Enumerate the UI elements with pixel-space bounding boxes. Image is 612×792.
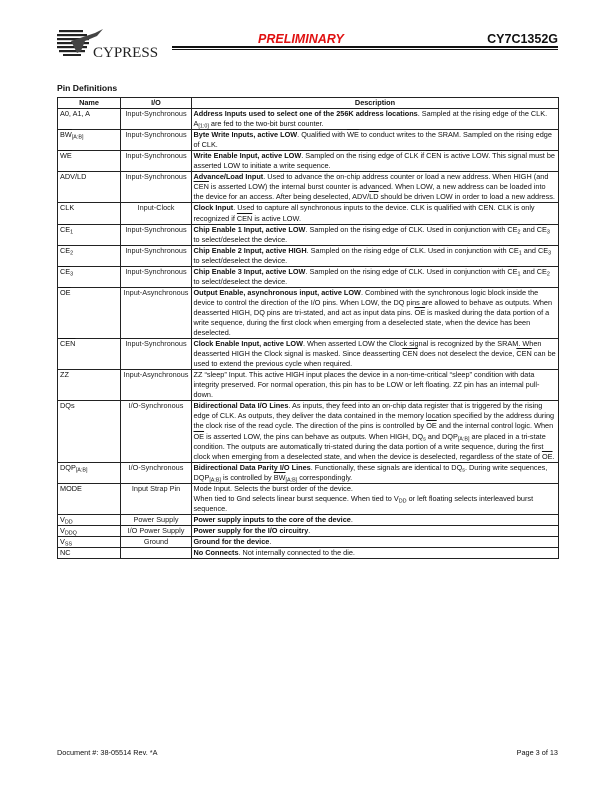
pin-io-type: Input-Synchronous [121,224,192,245]
text-segment: 3 [546,229,550,236]
pin-description [192,548,559,559]
text-segment: Clock Enable Input, active LOW [193,339,303,349]
text-segment: . When asserted LOW the Clock signal is recognized by the SRAM. When deasserted HIGH the Clock signal is masked. Since deasserting [193,339,542,359]
text-segment: $\overline{LD}$ [77,172,87,182]
text-segment: $\overline{CEN}$ [193,182,209,192]
text-segment: Power supply inputs to the core of the device [193,514,351,524]
text-segment: 3 [548,250,552,257]
text-segment: is asserted LOW) the internal burst counter is advanced. When LOW, a new address can be loaded into the device for an access. After being deselected, ADV/ [193,182,546,202]
text-segment: [A:B] [71,134,84,141]
pin-description [192,370,559,401]
text-segment: $\overline{OE}$ [193,431,205,441]
text-segment: s [462,467,465,474]
text-segment: can be used to extend the previous cycle when required. [193,349,556,369]
preliminary-label: PRELIMINARY [258,32,344,46]
pin-name [58,483,121,514]
text-segment: V [60,514,65,524]
text-segment: DD [64,519,73,526]
text-segment: DD [398,498,407,505]
pin-io-type: Input-Synchronous [121,151,192,172]
pin-description [192,525,559,536]
pin-io-type: Ground [121,536,192,547]
text-segment: $\overline{CE}$ [536,224,547,234]
text-segment: to select/deselect the device. [193,255,288,265]
text-segment: Address Inputs used to select one of the 256K address locations [193,109,418,119]
text-segment: Power supply for the I/O circuitry [193,525,309,535]
text-segment: . [308,525,311,535]
table-row [58,266,559,287]
text-segment: 1 [517,271,521,278]
text-segment: 3 [70,271,74,278]
table-row [58,203,559,224]
pin-io-type: Input-Synchronous [121,130,192,151]
pin-name [58,462,121,483]
text-segment: Ground for the device [193,536,270,546]
table-row [58,401,559,462]
table-row [58,370,559,401]
pin-io-type: I/O Power Supply [121,525,192,536]
text-segment: is asserted LOW, the pins can behave as outputs. When HIGH, DQ [204,431,424,441]
cypress-logo [57,27,177,59]
text-segment: . Combined with the synchronous logic block inside the device to control the direction of the I/O pins. When LOW, the DQ pins are allowed to behave as outputs. When deasserted HIGH, DQ pins are tri-stated, and act as input data pins. [193,287,553,317]
text-segment: Bidirectional Data Parity I/O Lines [193,462,311,472]
text-segment: 2 [70,250,74,257]
text-segment: $\overline{OE}$ [414,307,426,317]
text-segment: V [60,525,65,535]
part-number: CY7C1352G [487,32,558,46]
text-segment: $\overline{BW}$ [60,130,72,140]
header-rule-thin [172,49,558,50]
text-segment: . Qualified with [297,130,348,140]
pin-name [58,287,121,338]
text-segment: $\overline{CE}$ [60,224,71,234]
page-number: Page 3 of 13 [516,748,558,757]
text-segment: . Sampled on the rising edge of CLK. Used in conjunction with [306,245,509,255]
text-segment: [A:B] [285,477,298,484]
pin-description [192,172,559,203]
pin-description [192,483,559,514]
text-segment: to select/deselect the device. [193,234,288,244]
text-segment: is masked during the data portion of a write sequence, during the first clock when emerging from a deselected state, when the device has been deselected. [193,307,550,338]
pin-io-type [121,548,192,559]
table-row [58,224,559,245]
text-segment: $\overline{OE}$ [60,287,71,297]
svg-text:CYPRESS: CYPRESS [93,45,159,59]
text-segment: . Sampled at the rising edge of the CLK. A [193,109,548,129]
table-row [58,514,559,525]
text-segment: . [552,451,555,461]
text-segment: . Sampled on the rising edge of CLK. Used in conjunction with CE [305,224,518,234]
text-segment: CE [60,245,71,255]
text-segment: $\overline{BW}$ [273,472,286,482]
text-segment: correspondingly. [297,472,353,482]
text-segment: Chip Enable 1 Input, active LOW [193,224,306,234]
text-segment: $\overline{CEN}$ [426,151,442,161]
text-segment: [A:B] [209,477,221,484]
text-segment: ADV/ [60,172,78,182]
text-segment: No Connects [193,548,239,558]
table-row [58,525,559,536]
table-row [58,339,559,370]
pin-name [58,172,121,203]
pin-name [58,245,121,266]
text-segment: and DQP [425,431,458,441]
pin-io-type: Input Strap Pin [121,483,192,514]
pin-name [58,130,121,151]
text-segment: MODE [60,483,82,493]
pin-name [58,525,121,536]
table-row [58,536,559,547]
pin-name [58,224,121,245]
text-segment: are fed to the two-bit burst counter. [208,119,324,129]
pin-io-type: Input-Synchronous [121,339,192,370]
text-segment: ZZ “sleep” Input. This active HIGH input places the device in a non-time-critical “sleep” condition with data integrity preserved. For normal operation, this pin has to be LOW or left floating. ZZ pin has an internal pull-down. [193,370,540,400]
text-segment: . Sampled on the rising edge of CLK. Used in conjunction with [305,266,508,276]
pin-description [192,245,559,266]
text-segment: Chip Enable 3 Input, active LOW [193,266,306,276]
pin-description [192,514,559,525]
pin-description [192,151,559,172]
table-row [58,109,559,130]
text-segment: $\overline{WE}$ [347,130,359,140]
pin-description [192,339,559,370]
pin-definitions-table [57,97,559,559]
pin-description [192,536,559,547]
column-header-description: Description [192,98,559,109]
text-segment: and [520,224,537,234]
text-segment: . Used to capture all synchronous inputs to the device. CLK is qualified with [233,203,479,213]
text-segment: $\overline{CEN}$ [478,203,494,213]
text-segment: Output Enable, asynchronous input, active LOW [193,287,361,297]
text-segment: is controlled by [221,472,274,482]
text-segment: . Sampled on the rising edge of CLK if [301,151,427,161]
text-segment: $\overline{LD}$ [369,192,379,202]
pin-name [58,339,121,370]
table-row [58,245,559,266]
text-segment: s [423,436,426,442]
text-segment: . Not internally connected to the die. [238,548,355,558]
text-segment: Bidirectional Data I/O Lines [193,401,289,411]
text-segment: $\overline{CE}$ [60,266,71,276]
text-segment: $\overline{CEN}$ [516,349,532,359]
pin-description [192,401,559,462]
pin-io-type: Input-Asynchronous [121,287,192,338]
pin-name [58,109,121,130]
pin-name [58,536,121,547]
pin-description [192,462,559,483]
pin-name [58,266,121,287]
text-segment: ZZ [60,370,69,380]
pin-description [192,130,559,151]
text-segment: Byte Write Inputs, active LOW [193,130,298,140]
text-segment: . [350,514,353,524]
text-segment: CLK [60,203,75,213]
text-segment: When tied to Gnd selects linear burst sequence. When tied to V [193,493,399,503]
text-segment: NC [60,548,71,558]
text-segment: and [521,245,538,255]
text-segment: are placed in a tri-state condition. The outputs are automatically tri-stated during the data portion of a write sequence, during the first clock when emerging from a deselected state, and when the device is deselected, regardless of the state of [193,431,546,461]
text-segment: [A:B] [457,436,470,442]
pin-io-type: Input-Synchronous [121,109,192,130]
column-header-io: I/O [121,98,192,109]
pin-io-type: Input-Synchronous [121,245,192,266]
pin-name [58,370,121,401]
document-number: Document #: 38-05514 Rev. *A [57,748,158,757]
pin-io-type: Input-Asynchronous [121,370,192,401]
text-segment: DQs [60,401,75,411]
text-segment: . CLK is only recognized if [193,203,535,223]
text-segment: Mode Input. Selects the burst order of the device. [193,483,353,493]
text-segment: 1 [70,229,74,236]
pin-io-type: Power Supply [121,514,192,525]
table-row [58,483,559,514]
text-segment: $\overline{CE}$ [508,245,519,255]
pin-name [58,401,121,462]
text-segment: $\overline{OE}$ [541,451,553,461]
text-segment: Chip Enable 2 Input, active HIGH [193,245,307,255]
text-segment: $\overline{WE}$ [60,151,72,161]
text-segment: . Used to advance the on-chip address counter or load a new address. When HIGH (and [263,172,549,182]
text-segment: DDQ [64,530,77,537]
text-segment: Write Enable Input, active LOW [193,151,302,161]
pin-description [192,203,559,224]
text-segment: is active LOW. [252,213,301,223]
pin-io-type: Input-Clock [121,203,192,224]
text-segment: $\overline{CE}$ [507,266,518,276]
text-segment: SS [64,541,73,548]
table-row [58,172,559,203]
pin-io-type: Input-Synchronous [121,172,192,203]
section-title: Pin Definitions [57,83,118,93]
text-segment: $\overline{CEN}$ [402,349,418,359]
text-segment: Advance/Load Input [193,172,264,182]
pin-io-type: Input-Synchronous [121,266,192,287]
text-segment: and the internal control logic. When [436,421,554,431]
text-segment: 2 [517,229,521,236]
text-segment: should be driven LOW in order to load a new address. [378,192,555,202]
text-segment: . [269,536,272,546]
text-segment: $\overline{CEN}$ [236,213,253,223]
text-segment: V [60,536,65,546]
text-segment: and CE [520,266,547,276]
text-segment: . Functionally, these signals are identical to DQ [310,462,463,472]
pin-name [58,151,121,172]
text-segment: $\overline{OE}$ [426,421,437,431]
table-row [58,287,559,338]
table-row [58,151,559,172]
pin-description [192,266,559,287]
pin-io-type: I/O-Synchronous [121,462,192,483]
text-segment: A0, A1, A [60,109,91,119]
text-segment: to conduct writes to the SRAM. Sampled on the rising edge of CLK. [193,130,552,150]
table-row [58,548,559,559]
text-segment: $\overline{CEN}$ [60,339,76,349]
header-rule [172,46,558,48]
text-segment: Clock Input [193,203,234,213]
text-segment: [1:0] [198,123,209,130]
text-segment: DQP [60,462,76,472]
text-segment: $\overline{CE}$ [538,245,549,255]
table-header-row [58,98,559,109]
pin-description [192,224,559,245]
pin-description [192,287,559,338]
column-header-name: Name [58,98,121,109]
pin-description [192,109,559,130]
text-segment: or left floating selects interleaved burst sequence. [193,493,534,513]
text-segment: 2 [546,271,550,278]
text-segment: to select/deselect the device. [193,276,288,286]
text-segment: [A:B] [75,467,88,474]
table-row [58,462,559,483]
pin-name [58,203,121,224]
text-segment: . During write sequences, DQP [193,462,548,482]
table-row [58,130,559,151]
text-segment: . As inputs, they feed into an on-chip data register that is triggered by the rising edge of CLK. As outputs, they deliver the data contained in the memory location specified by the address during the clock rise of the read cycle. The direction of the pins is controlled by [193,401,555,431]
text-segment: does not deselect the device, [417,349,517,359]
pin-name [58,514,121,525]
pin-io-type: I/O-Synchronous [121,401,192,462]
pin-name [58,548,121,559]
text-segment: is active LOW. This signal must be asserted LOW to initiate a write sequence. [193,151,555,171]
text-segment: 1 [518,250,522,257]
